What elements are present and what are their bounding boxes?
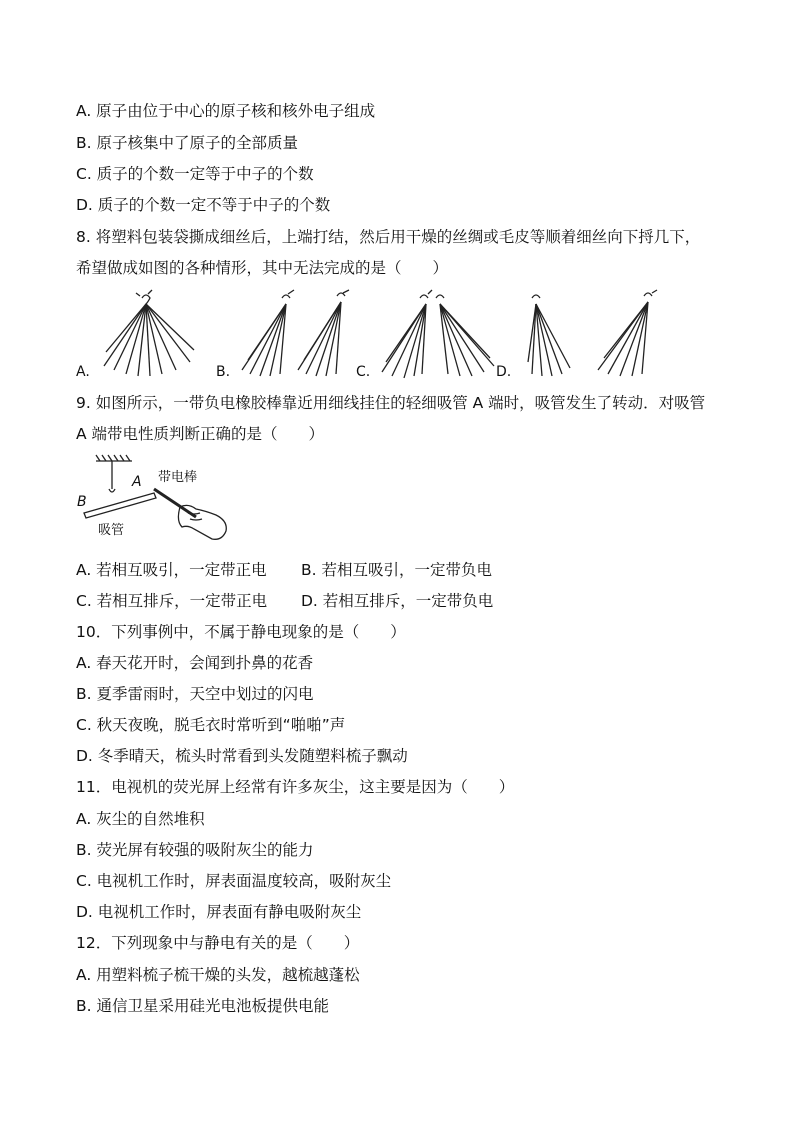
q9-option-a: A. 若相互吸引，一定带正电 (76, 561, 267, 579)
q9-options-row2 (76, 591, 494, 611)
q11-option-b: B. 荧光屏有较强的吸附灰尘的能力 (76, 841, 314, 859)
q8-fig-label-b: B. (216, 364, 231, 380)
q10-option-c: C. 秋天夜晚，脱毛衣时常听到“啪啪”声 (76, 716, 346, 734)
q7-option-b: B. 原子核集中了原子的全部质量 (76, 134, 298, 152)
q8-stem-line1: 8. 将塑料包装袋撕成细丝后，上端打结，然后用干燥的丝绸或毛皮等顺着细丝向下捋几下， (76, 228, 701, 246)
q12-option-b: B. 通信卫星采用硅光电池板提供电能 (76, 997, 329, 1015)
q9-option-c: C. 若相互排斥，一定带正电 (76, 592, 268, 610)
q9-option-b: B. 若相互吸引，一定带负电 (301, 561, 492, 579)
q7-option-c: C. 质子的个数一定等于中子的个数 (76, 165, 314, 183)
q7-option-a: A. 原子由位于中心的原子核和核外电子组成 (76, 102, 376, 120)
q11-option-c: C. 电视机工作时，屏表面温度较高，吸附灰尘 (76, 872, 392, 890)
q9-option-d: D. 若相互排斥，一定带负电 (301, 592, 494, 610)
q9-stem-line2: A 端带电性质判断正确的是（ ） (76, 425, 325, 443)
q8-fig-d-strands (528, 290, 657, 376)
q11-stem: 11．电视机的荧光屏上经常有许多灰尘，这主要是因为（ ） (76, 778, 515, 796)
q12-stem: 12．下列现象中与静电有关的是（ ） (76, 934, 360, 952)
q9-fig-label-b: B (77, 494, 87, 510)
q10-option-d: D. 冬季晴天，梳头时常看到头发随塑料梳子飘动 (76, 747, 408, 765)
q11-option-d: D. 电视机工作时，屏表面有静电吸附灰尘 (76, 903, 362, 921)
q10-stem: 10．下列事例中，不属于静电现象的是（ ） (76, 623, 406, 641)
q8-fig-label-a: A. (76, 364, 90, 380)
q9-stem-line1: 9. 如图所示，一带负电橡胶棒靠近用细线挂住的轻细吸管 A 端时，吸管发生了转动．对吸管 (76, 394, 706, 412)
q8-fig-c-strands (382, 290, 494, 378)
q8-fig-b-strands (242, 290, 349, 376)
q8-figure (76, 290, 696, 380)
q8-fig-label-c: C. (356, 364, 371, 380)
q10-option-b: B. 夏季雷雨时，天空中划过的闪电 (76, 685, 314, 703)
q9-fig-rod-label: 带电棒 (158, 470, 198, 485)
q9-options-row1 (76, 560, 492, 580)
q11-option-a: A. 灰尘的自然堆积 (76, 810, 205, 828)
q8-fig-a-strands (104, 290, 194, 376)
q12-option-a: A. 用塑料梳子梳干燥的头发，越梳越蓬松 (76, 966, 360, 984)
q10-option-a: A. 春天花开时，会闻到扑鼻的花香 (76, 654, 314, 672)
q8-fig-label-d: D. (496, 364, 512, 380)
q7-option-d: D. 质子的个数一定不等于中子的个数 (76, 196, 331, 214)
q8-stem-line2: 希望做成如图的各种情形，其中无法完成的是（ ） (76, 259, 449, 277)
q9-fig-straw-label: 吸管 (98, 523, 125, 538)
q9-fig-label-a: A (132, 474, 142, 490)
